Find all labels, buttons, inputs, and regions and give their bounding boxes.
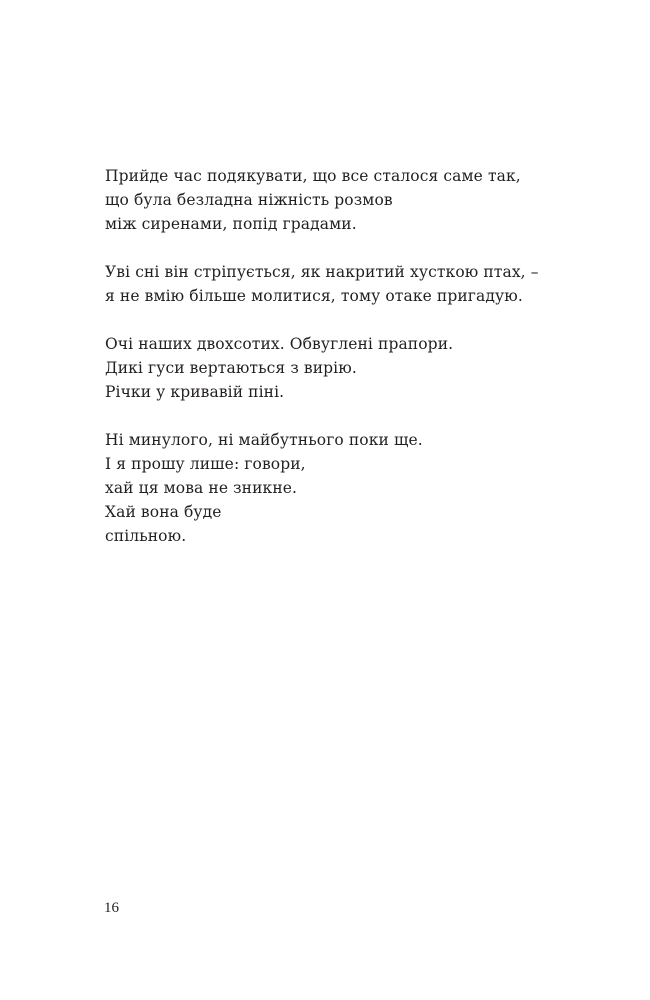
poem-line: Річки у кривавій піні. xyxy=(105,383,285,401)
poem-line: І я прошу лише: говори, xyxy=(105,455,306,473)
poem-line: між сиренами, попід градами. xyxy=(105,215,357,233)
stanza-2 xyxy=(105,260,625,308)
poem-line: Прийде час подякувати, що все сталося саме так, xyxy=(105,167,521,185)
page-number: 16 xyxy=(104,900,119,916)
stanza-1 xyxy=(105,164,625,236)
poem-line: що була безладна ніжність розмов xyxy=(105,191,393,209)
poem-line: Дикі гуси вертаються з вирію. xyxy=(105,359,357,377)
poem-line: хай ця мова не зникне. xyxy=(105,479,298,497)
poem-line: Хай вона буде xyxy=(105,503,222,521)
poem-line: Очі наших двохсотих. Обвуглені прапори. xyxy=(105,335,454,353)
stanza-3 xyxy=(105,332,625,404)
poem-line: Ні минулого, ні майбутнього поки ще. xyxy=(105,431,423,449)
poem-line: спільною. xyxy=(105,527,187,545)
poem xyxy=(105,164,625,572)
poem-line: я не вмію більше молитися, тому отаке пригадую. xyxy=(105,287,523,305)
poem-line: Уві сні він стріпується, як накритий хусткою птах, – xyxy=(105,263,539,281)
stanza-4 xyxy=(105,428,625,548)
